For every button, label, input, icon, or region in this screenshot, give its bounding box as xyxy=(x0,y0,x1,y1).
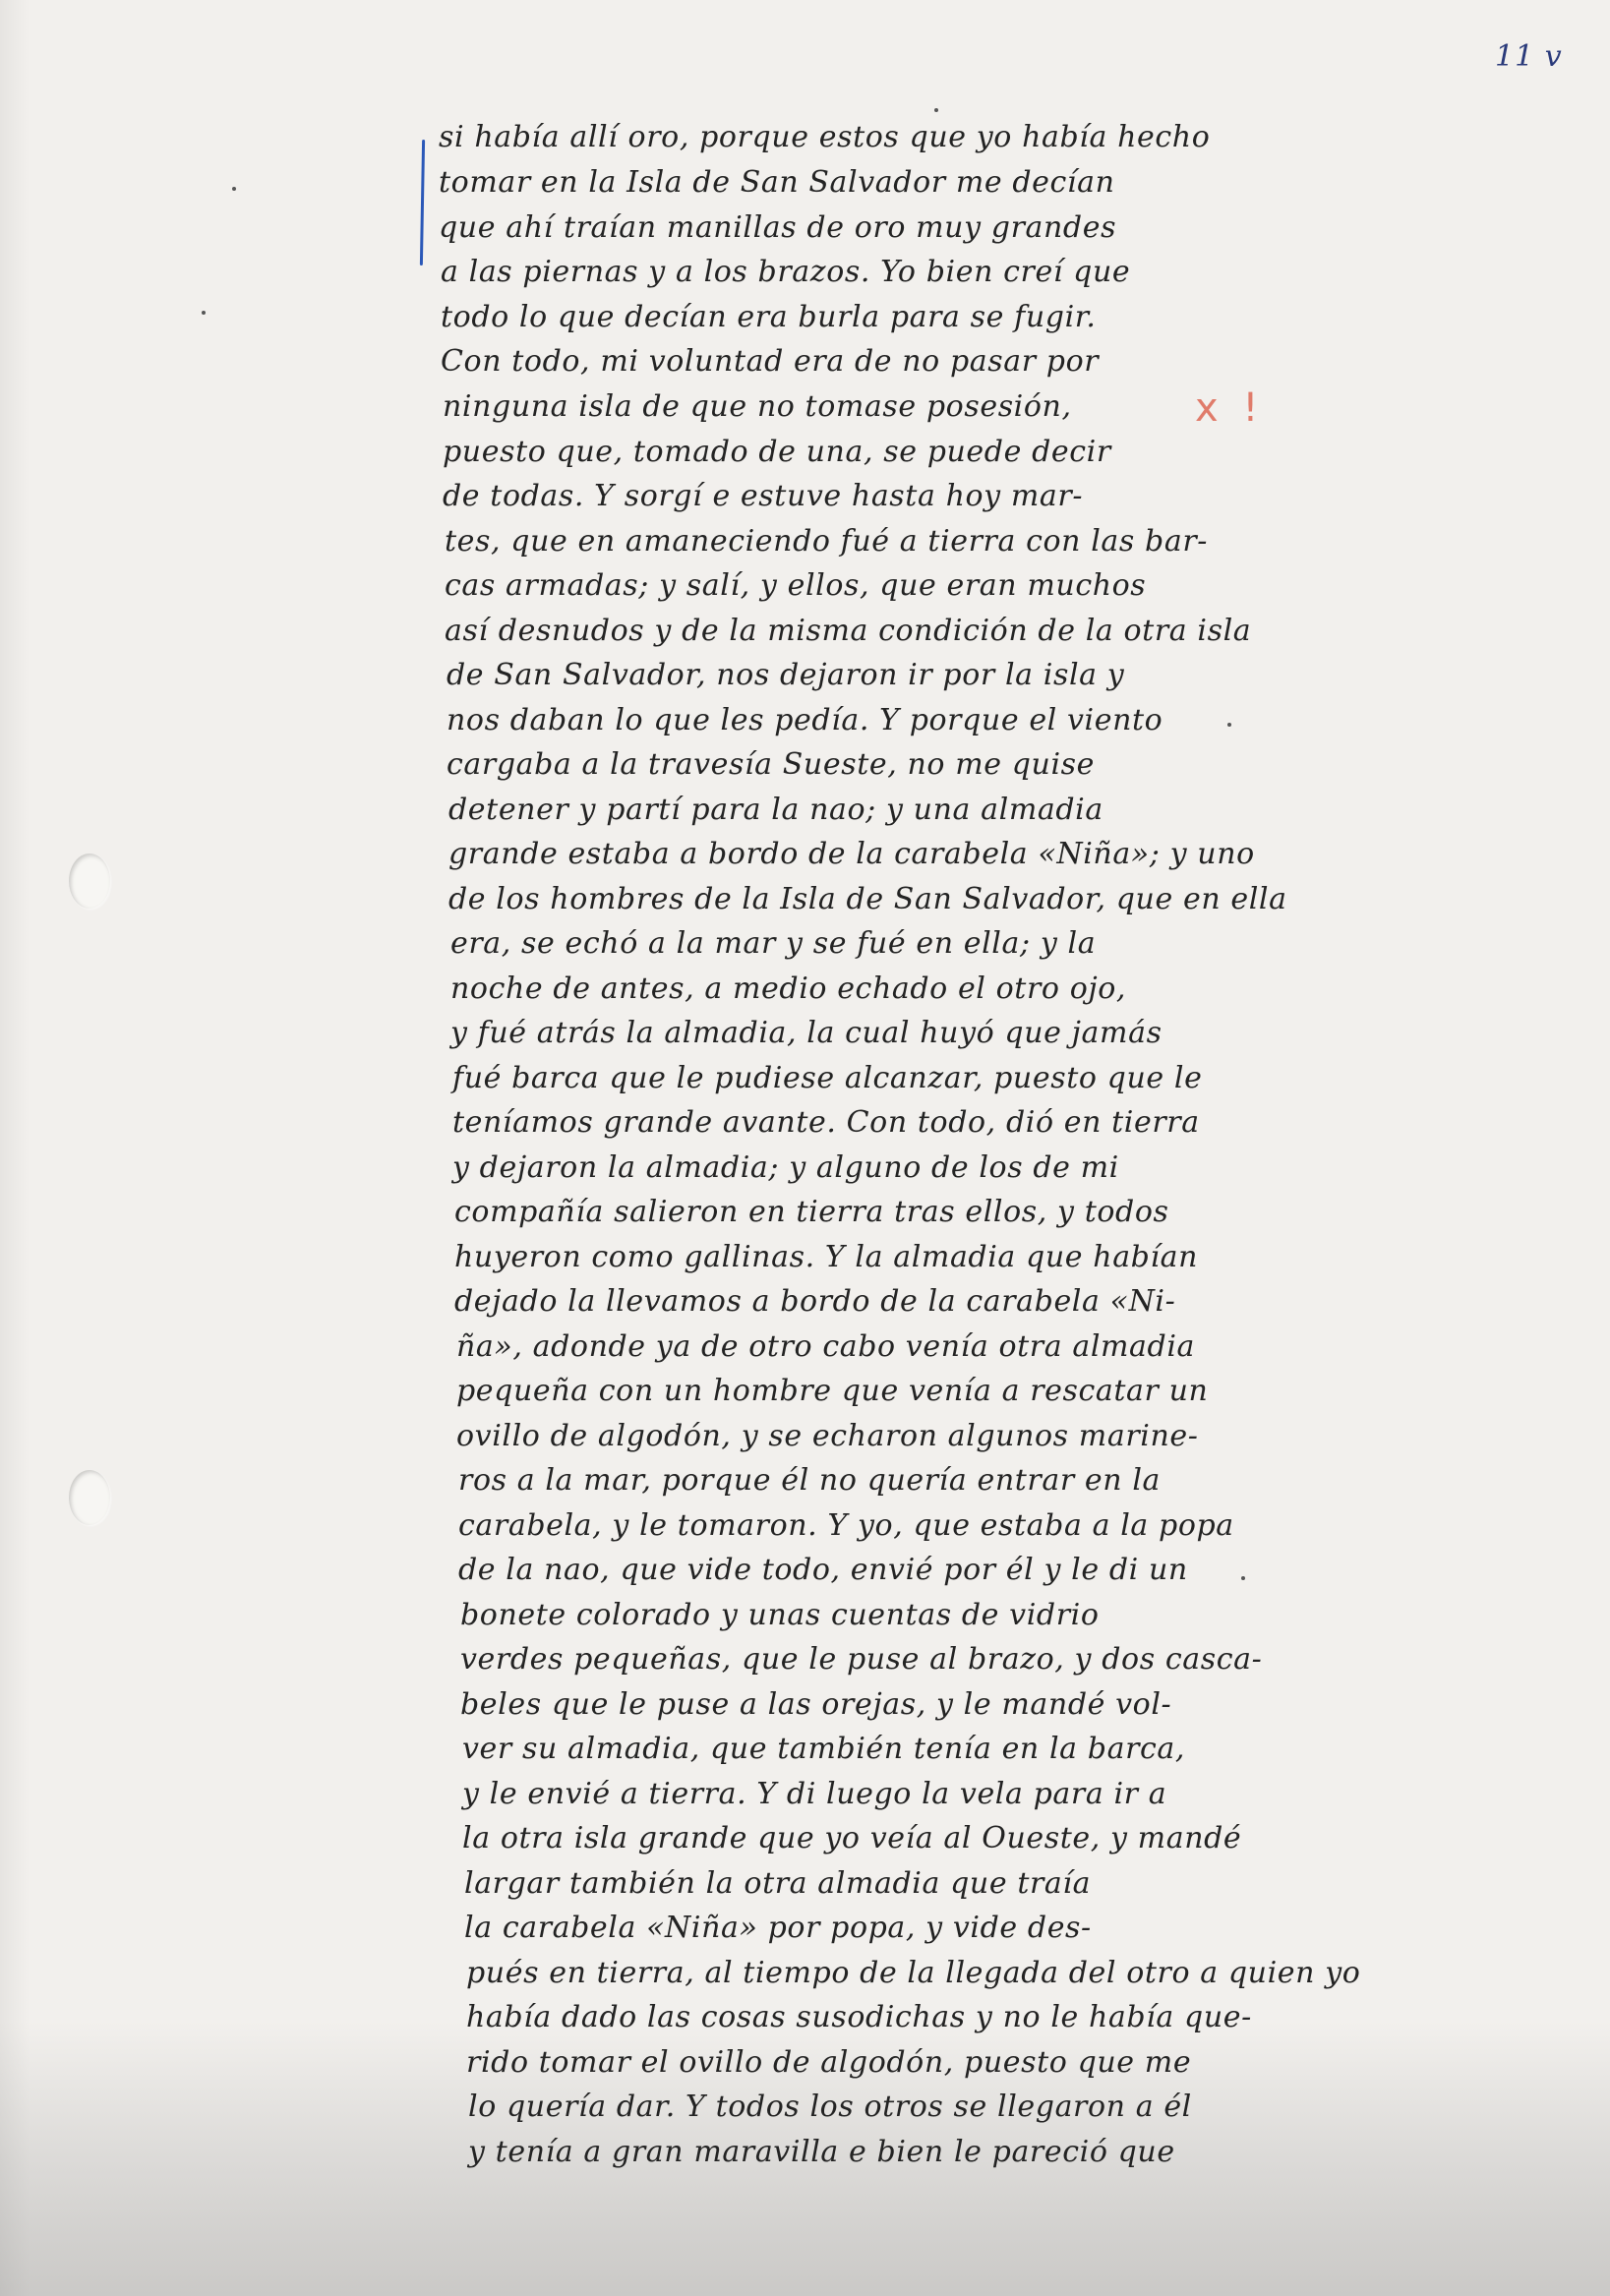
text-line: teníamos grande avante. Con todo, dió en tierra xyxy=(452,1105,1200,1140)
text-line: pequeña con un hombre que venía a rescatar un xyxy=(456,1374,1209,1408)
page-number: 11 v xyxy=(1495,39,1563,74)
text-line: ver su almadia, que también tenía en la barca, xyxy=(462,1732,1186,1766)
paper-speck xyxy=(934,108,938,112)
text-line: la otra isla grande que yo veía al Oueste, y mandé xyxy=(462,1821,1242,1855)
text-line: dejado la llevamos a bordo de la carabela «Ni- xyxy=(454,1284,1176,1319)
text-line: largar también la otra almadia que traía xyxy=(464,1866,1092,1901)
text-line: cas armadas; y salí, y ellos, que eran muchos xyxy=(445,568,1147,603)
text-line: tomar en la Isla de San Salvador me decían xyxy=(439,165,1115,200)
paper-speck xyxy=(202,311,206,315)
text-line: y dejaron la almadia; y alguno de los de mi xyxy=(452,1150,1119,1185)
text-line: huyeron como gallinas. Y la almadia que habían xyxy=(454,1240,1199,1274)
text-line: había dado las cosas susodichas y no le había que- xyxy=(466,2000,1252,2034)
text-line: que ahí traían manillas de oro muy grandes xyxy=(439,210,1117,245)
paper-speck xyxy=(1241,1576,1245,1580)
paper-speck xyxy=(1227,723,1231,727)
text-line: rido tomar el ovillo de algodón, puesto que me xyxy=(466,2045,1192,2080)
text-line: ovillo de algodón, y se echaron algunos marine- xyxy=(456,1419,1199,1453)
text-line: ña», adonde ya de otro cabo venía otra almadia xyxy=(456,1329,1196,1364)
text-line: tes, que en amaneciendo fué a tierra con las bar- xyxy=(445,524,1209,559)
text-line: verdes pequeñas, que le puse al brazo, y dos casca- xyxy=(460,1642,1263,1677)
text-line: si había allí oro, porque estos que yo había hecho xyxy=(439,120,1211,154)
text-line: era, se echó a la mar y se fué en ella; y la xyxy=(450,926,1097,961)
text-line: noche de antes, a medio echado el otro ojo, xyxy=(450,971,1127,1006)
text-line: puesto que, tomado de una, se puede decir xyxy=(443,435,1111,469)
text-line: compañía salieron en tierra tras ellos, y todos xyxy=(454,1195,1169,1229)
text-line: cargaba a la travesía Sueste, no me quise xyxy=(447,747,1096,782)
text-line: de todas. Y sorgí e estuve hasta hoy mar- xyxy=(443,479,1084,513)
punch-hole xyxy=(69,854,110,909)
text-line: Con todo, mi voluntad era de no pasar por xyxy=(441,344,1100,379)
text-line: todo lo que decían era burla para se fugir. xyxy=(441,300,1097,334)
text-line: la carabela «Niña» por popa, y vide des- xyxy=(464,1911,1092,1945)
text-line: y tenía a gran maravilla e bien le pareció que xyxy=(468,2135,1175,2169)
text-line: así desnudos y de la misma condición de la otra isla xyxy=(445,614,1252,648)
text-line: lo quería dar. Y todos los otros se llegaron a él xyxy=(468,2090,1192,2124)
text-line: fué barca que le pudiese alcanzar, puesto que le xyxy=(452,1061,1203,1095)
red-annotation-mark: x ! xyxy=(1195,385,1265,431)
punch-hole xyxy=(69,1470,110,1525)
text-line: y fué atrás la almadia, la cual huyó que jamás xyxy=(450,1016,1163,1050)
blue-margin-mark xyxy=(420,140,425,265)
text-line: pués en tierra, al tiempo de la llegada del otro a quien yo xyxy=(466,1956,1361,1990)
text-line: detener y partí para la nao; y una almadia xyxy=(448,793,1103,827)
text-line: y le envié a tierra. Y di luego la vela para ir a xyxy=(462,1777,1167,1811)
text-line: de San Salvador, nos dejaron ir por la isla y xyxy=(447,658,1125,692)
text-line: de la nao, que vide todo, envié por él y le di un xyxy=(458,1553,1188,1587)
text-line: de los hombres de la Isla de San Salvador, que en ella xyxy=(448,882,1287,916)
text-line: beles que le puse a las orejas, y le mandé vol- xyxy=(460,1687,1172,1722)
text-line: bonete colorado y unas cuentas de vidrio xyxy=(460,1598,1100,1632)
text-line: carabela, y le tomaron. Y yo, que estaba a la popa xyxy=(458,1508,1234,1543)
text-line: nos daban lo que les pedía. Y porque el viento xyxy=(447,703,1163,737)
text-line: a las piernas y a los brazos. Yo bien creí que xyxy=(441,255,1131,289)
text-line: ninguna isla de que no tomase posesión, xyxy=(443,389,1072,424)
paper-speck xyxy=(232,187,236,191)
text-line: grande estaba a bordo de la carabela «Niña»; y uno xyxy=(448,837,1255,871)
text-line: ros a la mar, porque él no quería entrar en la xyxy=(458,1463,1162,1498)
